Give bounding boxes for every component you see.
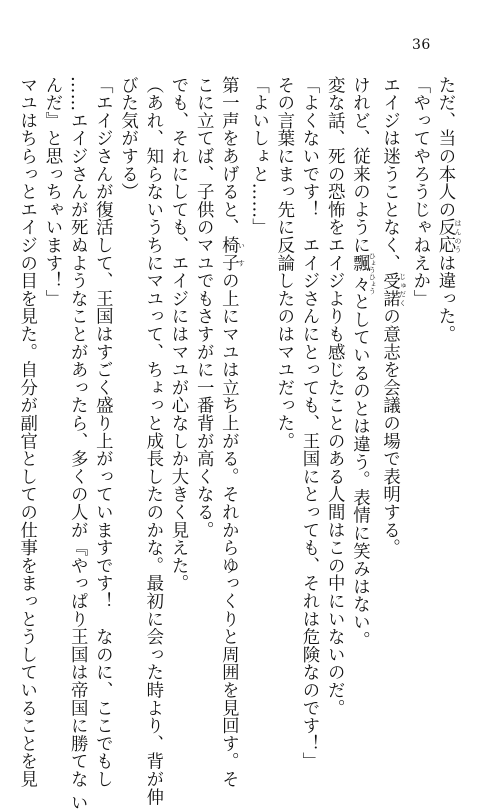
vertical-text-body bbox=[14, 76, 462, 812]
text-line-5: 変な話、死の恐怖をエイジよりも感じたことのある人間はこの中にいないのだ。 bbox=[324, 76, 345, 717]
text-line-14: 「エイジさんが復活して、王国はすごく盛り上がっていますです！ なのに、ここでもし bbox=[92, 76, 113, 788]
text-line-13: びた気がする） bbox=[117, 76, 138, 201]
ruby-juudaku: 受諾 じゅだく bbox=[379, 271, 407, 308]
text-line-4: けれど、従来のように飄々 ひょうひょうとしているのとは違う。表情に笑みはない。 bbox=[349, 76, 377, 649]
text-line-15: ……エイジさんが死ぬようなことがあったら、多くの人が『やっぱり王国は帝国に勝てな い bbox=[67, 76, 88, 812]
text-line-1: ただ、当の本人の反応 はんのうは違った。 bbox=[435, 76, 462, 344]
text-line-3: エイジは迷うことなく、受諾 じゅだくの意志を会議の場で表明する。 bbox=[379, 76, 407, 557]
text-line-6: 「よくないです！ エイジさんにとっても、王国にとっても、それは危険なのです！」 bbox=[298, 76, 319, 771]
ruby-isu: 椅子 いす bbox=[218, 236, 246, 272]
ruby-hyouhyou: 飄々 ひょうひょう bbox=[349, 252, 377, 295]
text-line-12: （あれ、知らないうちにマユって、ちょっと成長したのかな。最初に会った時より、背が伸 bbox=[142, 76, 163, 806]
ruby-hannou: 反応 はんのう bbox=[435, 218, 462, 255]
text-line-11: でも、それにしても、エイジにはマユが心なしか大きく見えた。 bbox=[167, 76, 188, 593]
page-number: 36 bbox=[412, 37, 431, 53]
text-line-10: こに立てば、子供のマユでもさすがに一番背が高くなる。 bbox=[193, 76, 214, 539]
text-line-9: 第一声をあげると、椅子 いすの上にマユは立ち上がる。それからゆっくりと周囲を見回す。そ bbox=[218, 76, 246, 789]
text-line-16: んだ』と思っちゃいます！」 bbox=[41, 76, 62, 308]
text-line-17: マユはちらっとエイジの目を見た。自分が副官としての仕事をまっとうしていることを見 bbox=[16, 76, 37, 788]
text-line-8: 「よいしょと……」 bbox=[248, 76, 269, 237]
text-line-2: 「やってやろうじゃねえか」 bbox=[409, 76, 430, 308]
text-line-7: その言葉にまっ先に反論したのはマユだった。 bbox=[273, 76, 294, 450]
